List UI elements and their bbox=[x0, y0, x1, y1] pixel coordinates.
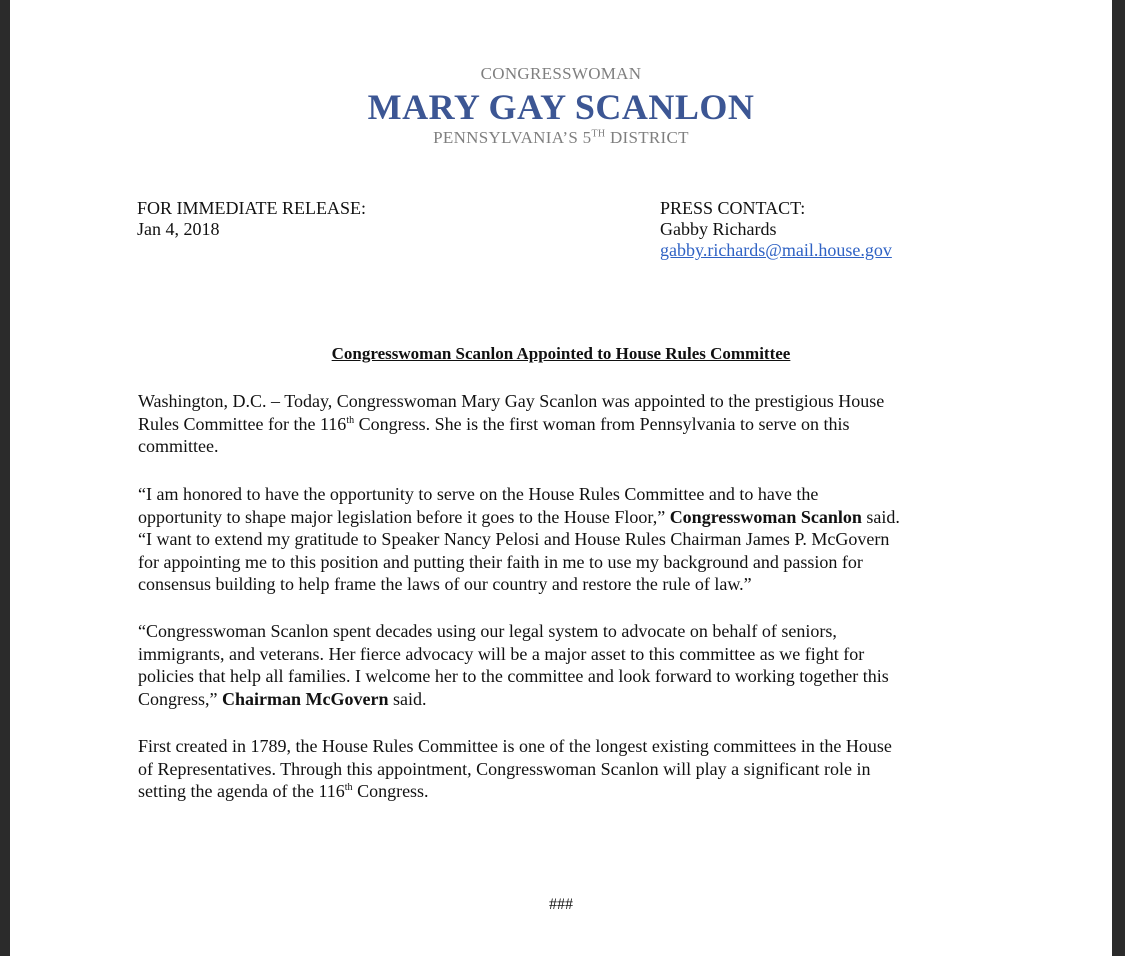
p2-line2-end: said. bbox=[861, 506, 900, 527]
letterhead-title: CONGRESSWOMAN bbox=[480, 64, 642, 83]
p1-line3: committee. bbox=[138, 436, 219, 456]
p2-line5: consensus building to help frame the laws of our country and restore the rule of law.” bbox=[138, 574, 752, 594]
letterhead-district bbox=[10, 128, 1112, 148]
release-date: Jan 4, 2018 bbox=[137, 219, 220, 239]
paragraph-mcgovern-quote bbox=[138, 620, 998, 710]
press-contact-block bbox=[660, 198, 892, 261]
release-block bbox=[137, 198, 366, 240]
p4-line1: First created in 1789, the House Rules Committee is one of the longest existing committees in the House bbox=[138, 736, 892, 756]
district-text: PENNSYLVANIA’S 5 bbox=[433, 128, 592, 147]
p2-line3: “I want to extend my gratitude to Speaker Nancy Pelosi and House Rules Chairman James P. McGovern bbox=[138, 529, 890, 549]
letterhead-name: MARY GAY SCANLON bbox=[367, 87, 755, 127]
p3-line2: immigrants, and veterans. Her fierce advocacy will be a major asset to this committee as we fight for bbox=[138, 643, 865, 664]
paragraph-scanlon-quote bbox=[138, 483, 998, 596]
p4-line2: of Representatives. Through this appointment, Congresswoman Scanlon will play a significant role in bbox=[138, 758, 871, 779]
p1-ordinal: th bbox=[346, 414, 355, 426]
district-ordinal: TH bbox=[591, 128, 606, 140]
p3-line4: Congress,” bbox=[138, 688, 222, 709]
p4-line3: setting the agenda of the 116 bbox=[138, 781, 345, 801]
paragraph-committee-history bbox=[138, 735, 998, 803]
p1-line1: Washington, D.C. – Today, Congresswoman Mary Gay Scanlon was appointed to the prestigious House bbox=[138, 391, 885, 411]
headline: Congresswoman Scanlon Appointed to House Rules Committee bbox=[331, 344, 791, 363]
release-label: FOR IMMEDIATE RELEASE: bbox=[137, 198, 366, 218]
p1-line2-end: Congress. She is the first woman from Pennsylvania to serve on this bbox=[354, 413, 850, 434]
p3-line3: policies that help all families. I welcome her to the committee and look forward to working together this bbox=[138, 666, 889, 686]
p2-line2: opportunity to shape major legislation before it goes to the House Floor,” bbox=[138, 506, 670, 527]
paragraph-announcement bbox=[138, 390, 998, 458]
p3-speaker: Chairman McGovern bbox=[222, 688, 389, 709]
p2-speaker: Congresswoman Scanlon bbox=[669, 506, 862, 527]
press-release-page bbox=[10, 0, 1112, 956]
p2-line4: for appointing me to this position and putting their faith in me to use my background and passion for bbox=[138, 551, 863, 572]
end-mark: ### bbox=[549, 896, 573, 913]
p4-ordinal: th bbox=[344, 782, 353, 793]
p4-line3-end: Congress. bbox=[352, 781, 429, 801]
press-contact-email-link[interactable]: gabby.richards@mail.house.gov bbox=[660, 240, 892, 260]
press-contact-name: Gabby Richards bbox=[660, 219, 777, 239]
p2-line1: “I am honored to have the opportunity to serve on the House Rules Committee and to have the bbox=[138, 484, 819, 504]
press-contact-label: PRESS CONTACT: bbox=[660, 198, 806, 218]
p3-line1: “Congresswoman Scanlon spent decades using our legal system to advocate on behalf of seniors, bbox=[138, 621, 837, 641]
p1-line2: Rules Committee for the 116 bbox=[138, 413, 347, 434]
district-suffix: DISTRICT bbox=[605, 128, 689, 147]
p3-line4-end: said. bbox=[388, 688, 427, 709]
